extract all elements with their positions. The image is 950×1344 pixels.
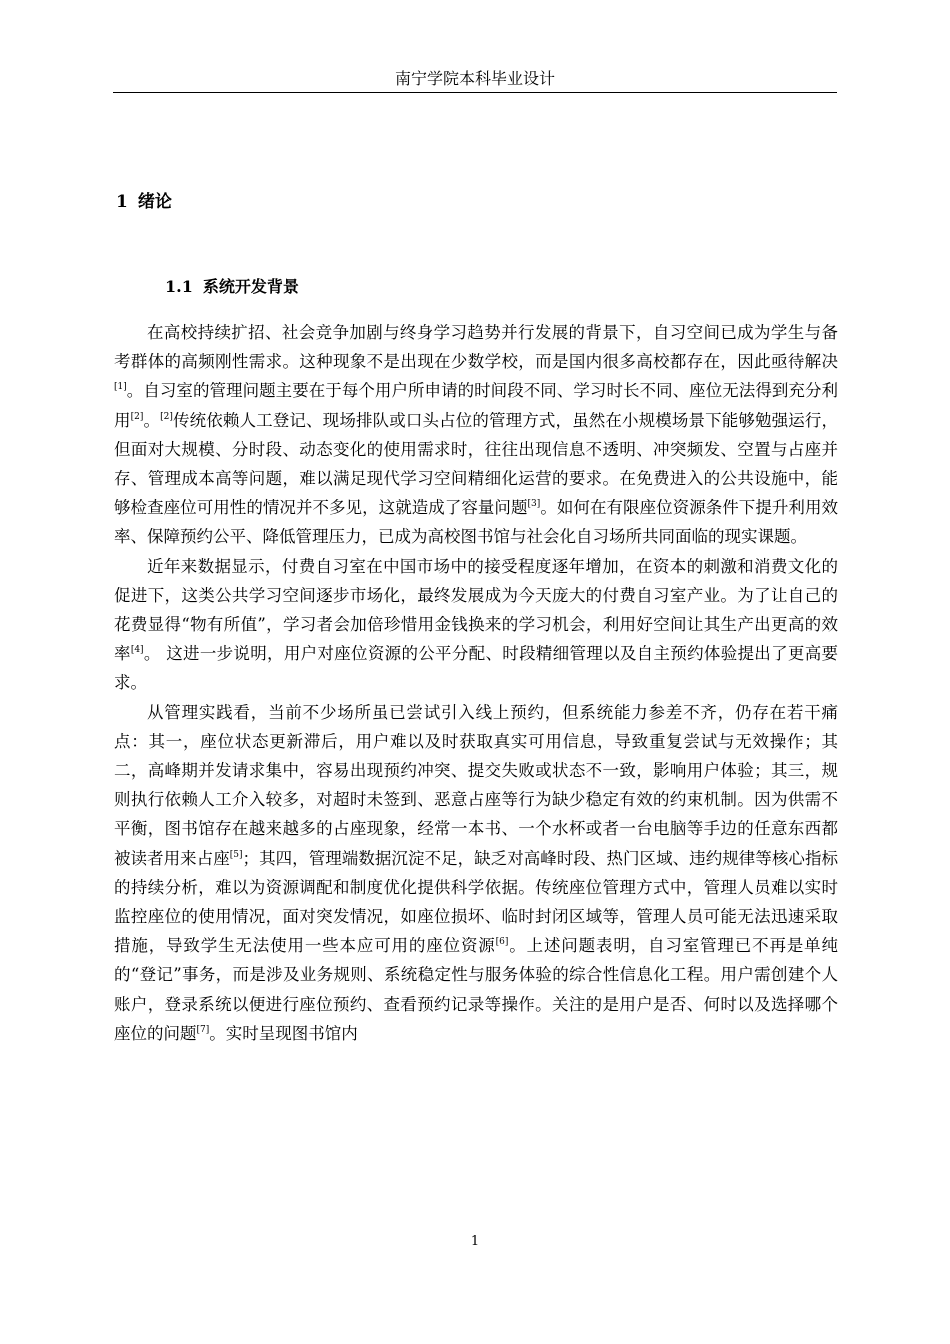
citation-ref: [2] [130,411,144,422]
text-run: 传统依赖人工登记、现场排队或口头占位的管理方式，虽然在小规模场景下能够勉强运行，但面对大规模、分时段、动态变化的使用需求时，往往出现信息不透明、冲突频发、空置与占座并存、管理成本高等问题，难以满足现代学习空间精细化运营的要求。在免费进入的公共设施中，能够检查座位可用性的情况并不多见，这就造成了容量问题 [114,410,839,518]
text-run: 。如何在有限座位资源条件下提升利用效率、保障预约公平、降低管理压力，已成为高校图书馆与社会化自习场所共同面临的现实课题。 [114,498,839,547]
page-number: 1 [470,1234,480,1249]
citation-ref: [2] [160,411,173,422]
chapter-heading [116,190,172,214]
running-header: 南宁学院本科毕业设计 [394,69,555,88]
section-title: 系统开发背景 [202,277,299,296]
text-run: ；其四，管理端数据沉淀不足，缺乏对高峰时段、热门区域、违约规律等核心指标的持续分析，难以为资源调配和制度优化提供科学依据。传统座位管理方式中，管理人员难以实时监控座位的使用情况，面对突发情况，如座位损坏、临时封闭区域等，管理人员可能无法迅速采取措施，导致学生无法使用一些本应可用的座位资源 [114,848,839,956]
section-number: 1.1 [165,277,193,296]
paragraph [114,318,838,552]
text-run: 。 [143,410,161,430]
citation-ref: [5] [229,849,243,860]
citation-ref: [1] [114,382,127,393]
chapter-title: 绪论 [137,192,172,212]
text-run: 在高校持续扩招、社会竞争加剧与终身学习趋势并行发展的背景下，自习空间已成为学生与备考群体的高频刚性需求。这种现象不是出现在少数学校，而是国内很多高校都存在，因此亟待解决 [114,323,838,372]
citation-ref: [6] [495,937,509,948]
header-rule [113,92,837,93]
text-run: 。上述问题表明，自习室管理已不再是单纯的“登记”事务，而是涉及业务规则、系统稳定性与服务体验的综合性信息化工程。用户需创建个人账户，登录系统以便进行座位预约、查看预约记录等操作。关注的是用户是否、何时以及选择哪个座位的问题 [114,936,839,1043]
chapter-number: 1 [116,192,128,212]
paragraph [114,552,838,698]
text-run: 从管理实践看，当前不少场所虽已尝试引入线上预约，但系统能力参差不齐，仍存在若干痛点：其一，座位状态更新滞后，用户难以及时获取真实可用信息，导致重复尝试与无效操作；其二，高峰期并发请求集中，容易出现预约冲突、提交失败或状态不一致，影响用户体验；其三，规则执行依赖人工介入较多，对超时未签到、恶意占座等行为缺少稳定有效的约束机制。因为供需不平衡，图书馆存在越来越多的占座现象，经常一本书、一个水杯或者一台电脑等手边的任意东西都被读者用来占座 [114,702,838,868]
paragraph [114,698,838,1048]
citation-ref: [7] [196,1024,210,1035]
text-run: 。 这进一步说明，用户对座位资源的公平分配、时段精细管理以及自主预约体验提出了更高要求。 [114,644,839,693]
body-text [114,318,838,1048]
citation-ref: [3] [527,499,541,510]
text-run: 近年来数据显示，付费自习室在中国市场中的接受程度逐年增加，在资本的刺激和消费文化的促进下，这类公共学习空间逐步市场化，最终发展成为今天庞大的付费自习室产业。为了让自己的花费显得“物有所值”，学习者会加倍珍惜用金钱换来的学习机会，利用好空间让其生产出更高的效率 [114,556,838,664]
citation-ref: [4] [130,645,144,656]
text-run: 。实时呈现图书馆内 [209,1023,358,1043]
text-run: 。自习室的管理问题主要在于每个用户所申请的时间段不同、学习时长不同、座位无法得到充分利用 [114,381,838,430]
section-heading [165,275,299,299]
